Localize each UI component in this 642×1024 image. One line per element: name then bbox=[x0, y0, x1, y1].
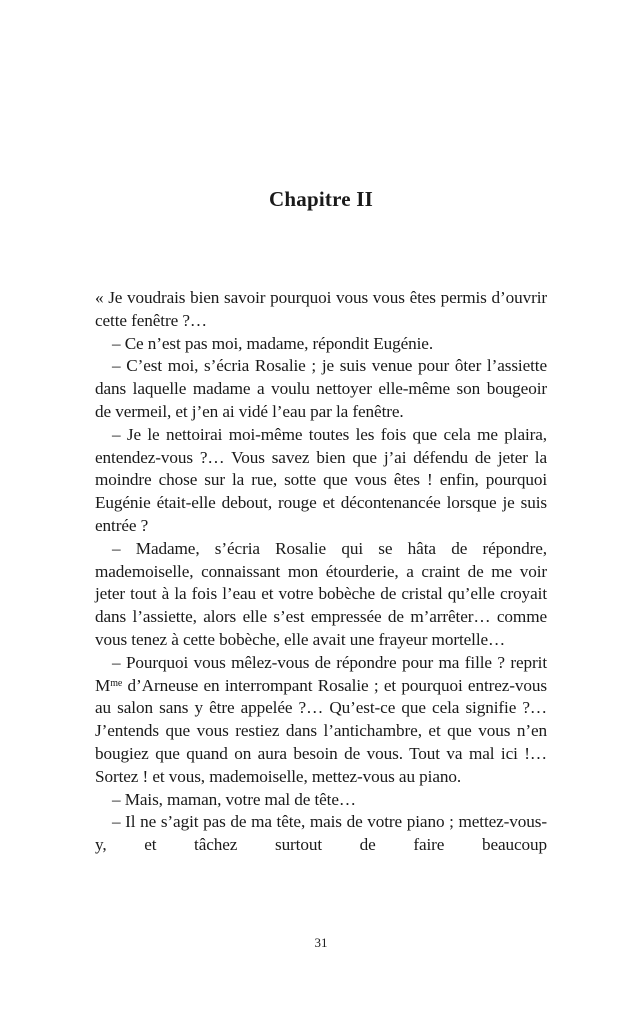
body-text bbox=[95, 287, 547, 857]
paragraph-text: – Pourquoi vous mêlez-vous de répondre pour ma fille ? reprit M bbox=[95, 652, 547, 695]
paragraph: – C’est moi, s’écria Rosalie ; je suis venue pour ôter l’assiette dans laquelle madame a voulu nettoyer elle-même son bougeoir de vermeil, et j’en ai vidé l’eau par la fenêtre. bbox=[95, 356, 547, 421]
paragraph: – Madame, s’écria Rosalie qui se hâta de répondre, mademoiselle, connaissant mon étourderie, a craint de me voir jeter tout à la fois l’eau et votre bobèche de cristal qu’elle croyait dans l’assiette, alors elle s’est empressée de m’arrêter… comme vous tenez à cette bobèche, elle avait une frayeur mortelle… bbox=[95, 538, 547, 649]
paragraph: – Ce n’est pas moi, madame, répondit Eugénie. bbox=[112, 333, 434, 353]
page-number: 31 bbox=[314, 935, 328, 950]
superscript-abbreviation: me bbox=[110, 677, 123, 689]
chapter-title: Chapitre II bbox=[269, 187, 373, 211]
paragraph bbox=[95, 652, 547, 789]
paragraph: « Je voudrais bien savoir pourquoi vous vous êtes permis d’ouvrir cette fenêtre ?… bbox=[95, 288, 547, 330]
paragraph: – Mais, maman, votre mal de tête… bbox=[112, 789, 356, 809]
paragraph: – Il ne s’agit pas de ma tête, mais de votre piano ; mettez-vous-y, et tâchez surtout de faire beaucoup bbox=[95, 812, 547, 855]
paragraph-text: d’Arneuse en interrompant Rosalie ; et pourquoi entrez-vous au salon sans y être appelée ?… Qu’est-ce que cela signifie ?… J’entends que vous restiez dans l’antichambre, et que vous n’en bougiez que quand on aura besoin de vous. Tout va mal ici !… Sortez ! et vous, mademoiselle, mettez-vous au piano. bbox=[95, 675, 547, 786]
paragraph: – Je le nettoirai moi-même toutes les fois que cela me plaira, entendez-vous ?… Vous savez bien que j’ai défendu de jeter la moindre chose sur la rue, sotte que vous êtes ! enfin, pourquoi Eugénie était-elle debout, rouge et décontenancée lorsque je suis entrée ? bbox=[95, 424, 547, 535]
